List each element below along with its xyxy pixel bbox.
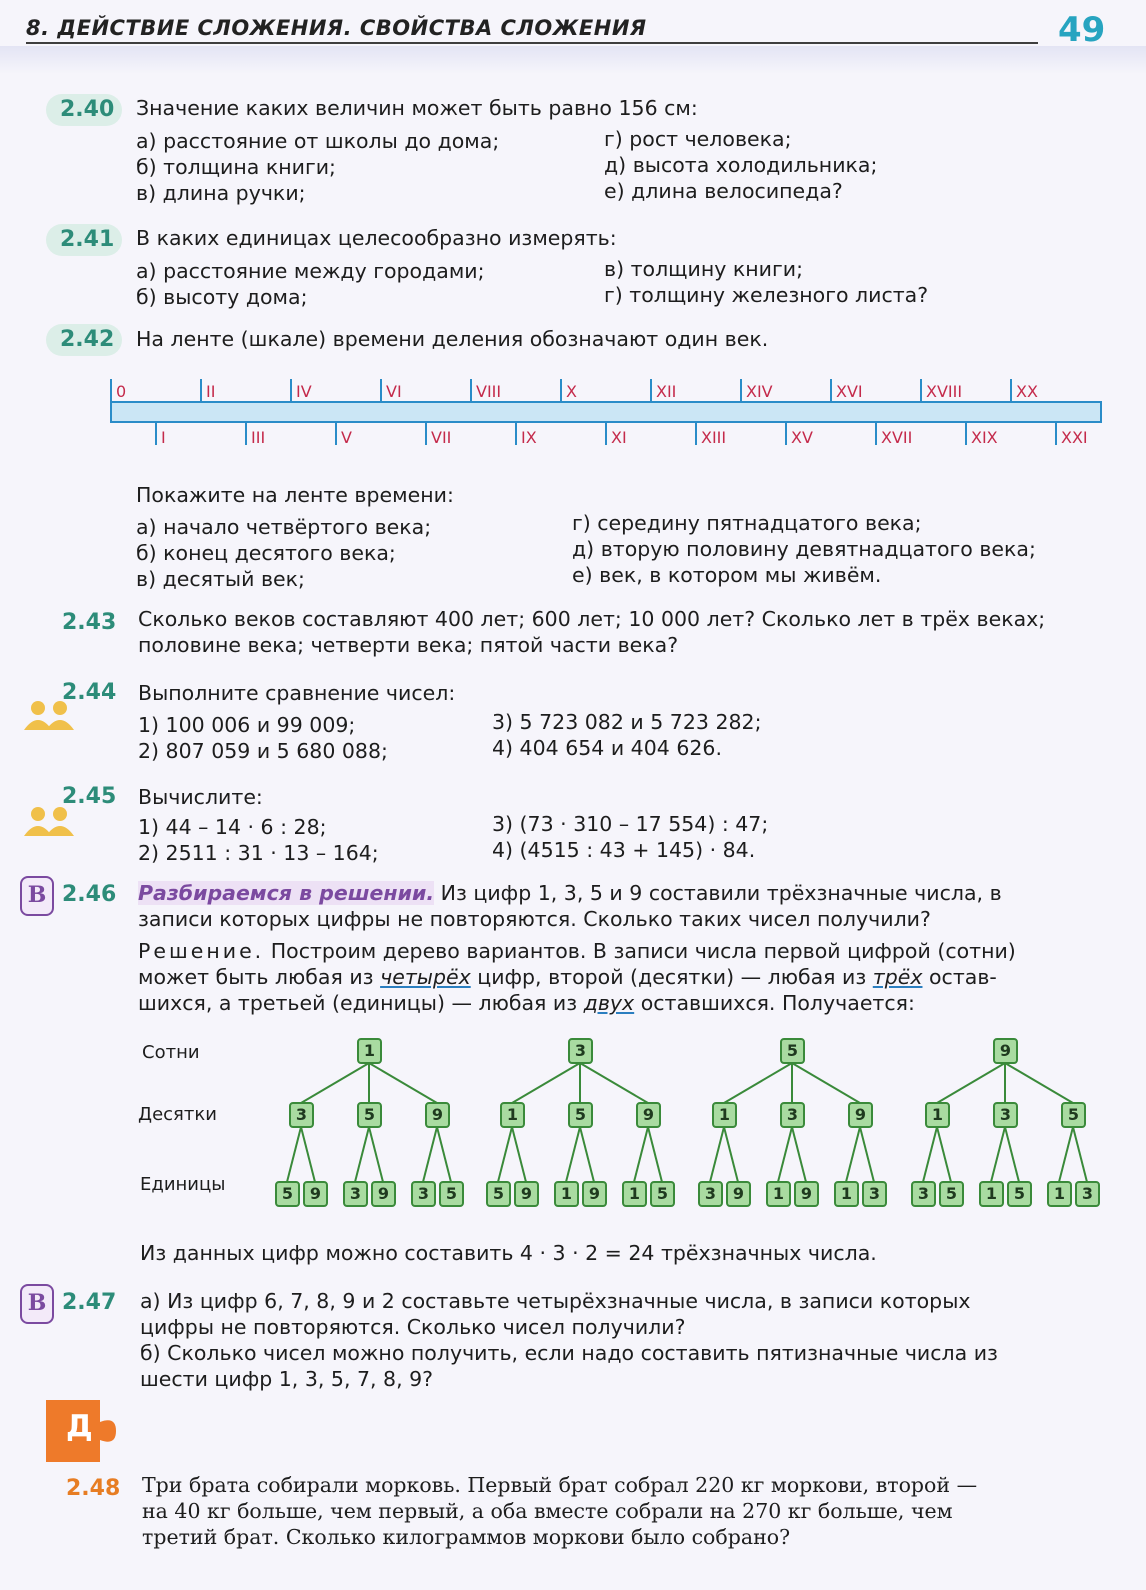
tree-node-units: 5 [1007, 1181, 1032, 1207]
tree-branch [437, 1127, 451, 1182]
exercise-text: записи которых цифры не повторяются. Сколько таких чисел получили? [138, 907, 931, 931]
exercise-subquestion: Покажите на ленте времени: [136, 483, 454, 507]
answer-option: а) расстояние от школы до дома; [136, 129, 500, 153]
tree-node-tens: 5 [1061, 1102, 1086, 1128]
tree-branch [724, 1127, 738, 1182]
exercise-text: на 40 кг больше, чем первый, а оба вместе собрали на 270 кг больше, чем [142, 1499, 953, 1523]
tree-node-tens: 9 [636, 1102, 661, 1128]
answer-option: б) конец десятого века; [136, 541, 396, 565]
tree-branch [423, 1127, 437, 1182]
tape-label-top: II [206, 382, 216, 401]
tree-node-tens: 5 [568, 1102, 593, 1128]
tree-node-units: 1 [766, 1181, 791, 1207]
tree-node-units: 5 [939, 1181, 964, 1207]
tree-branch [923, 1127, 937, 1182]
tape-label-top: XX [1016, 382, 1038, 401]
tape-label-bottom: XXI [1061, 428, 1088, 447]
tree-node-units: 3 [698, 1181, 723, 1207]
answer-option: е) длина велосипеда? [604, 179, 843, 203]
answer-option: 2) 807 059 и 5 680 088; [138, 739, 388, 763]
tree-branch [937, 1127, 951, 1182]
exercise-question: Значение каких величин может быть равно 156 см: [136, 96, 698, 120]
tree-branch [1005, 1063, 1073, 1103]
exercise-level-badge: В [20, 1284, 54, 1324]
exercise-question: Вычислите: [138, 785, 263, 809]
tape-label-bottom: IX [521, 428, 537, 447]
tree-branch [860, 1127, 874, 1182]
exercise-text: Построим дерево вариантов. В записи числа первой цифрой (сотни) [270, 939, 1016, 963]
tree-node-units: 3 [343, 1181, 368, 1207]
page-number: 49 [1058, 10, 1106, 50]
tape-label-top: XII [656, 382, 677, 401]
tree-branch [512, 1127, 526, 1182]
tree-node-hundreds: 3 [568, 1038, 593, 1064]
exercise-text: шести цифр 1, 3, 5, 7, 8, 9? [140, 1367, 434, 1391]
tree-branch [566, 1127, 580, 1182]
tree-node-tens: 9 [425, 1102, 450, 1128]
emphasized-word: четырёх [380, 965, 471, 989]
answer-option: б) толщина книги; [136, 155, 336, 179]
tree-node-units: 9 [371, 1181, 396, 1207]
exercise-number: 2.44 [62, 680, 117, 705]
tree-level-label: Десятки [138, 1104, 217, 1125]
tree-branch [648, 1127, 662, 1182]
tape-label-top: 0 [116, 382, 127, 401]
tree-node-units: 1 [622, 1181, 647, 1207]
exercise-text: Из цифр 1, 3, 5 и 9 составили трёхзначные числа, в [440, 881, 1002, 905]
tree-node-units: 9 [794, 1181, 819, 1207]
tape-label-top: IV [296, 382, 312, 401]
tree-branch [512, 1063, 580, 1103]
tape-label-bottom: XI [611, 428, 627, 447]
tape-label-top: XIV [746, 382, 773, 401]
tree-branch [792, 1127, 806, 1182]
solution-result: Из данных цифр можно составить 4 · 3 · 2 = 24 трёхзначных числа. [140, 1241, 877, 1265]
tree-node-tens: 9 [848, 1102, 873, 1128]
tree-branch [937, 1063, 1005, 1103]
tree-node-units: 5 [439, 1181, 464, 1207]
tree-branch [991, 1127, 1005, 1182]
exercise-number: 2.43 [62, 610, 117, 635]
tape-label-bottom: VII [431, 428, 452, 447]
tape-label-bottom: V [341, 428, 352, 447]
tree-node-units: 3 [862, 1181, 887, 1207]
tree-node-units: 1 [834, 1181, 859, 1207]
exercise-number: 2.47 [62, 1290, 117, 1315]
exercise-text: остав- [929, 965, 997, 989]
tree-node-tens: 5 [357, 1102, 382, 1128]
tree-branch [498, 1127, 512, 1182]
tape-label-top: XVI [836, 382, 863, 401]
tree-node-tens: 1 [925, 1102, 950, 1128]
tree-node-hundreds: 9 [993, 1038, 1018, 1064]
tape-label-bottom: I [161, 428, 166, 447]
exercise-text: а) Из цифр 6, 7, 8, 9 и 2 составьте четырёхзначные числа, в записи которых [140, 1289, 971, 1313]
exercise-number: 2.45 [62, 784, 117, 809]
tree-branch [580, 1063, 648, 1103]
tree-node-tens: 3 [993, 1102, 1018, 1128]
answer-option: г) толщину железного листа? [604, 283, 929, 307]
tape-label-top: VI [386, 382, 402, 401]
tree-level-label: Сотни [142, 1042, 200, 1063]
tape-label-bottom: III [251, 428, 266, 447]
answer-option: б) высоту дома; [136, 285, 308, 309]
answer-option: в) десятый век; [136, 567, 305, 591]
tree-node-units: 5 [275, 1181, 300, 1207]
exercise-number: 2.46 [62, 882, 117, 907]
tree-node-tens: 3 [780, 1102, 805, 1128]
exercise-number: 2.40 [60, 97, 115, 122]
solution-label: Решение. [138, 939, 265, 963]
tape-label-bottom: XV [791, 428, 813, 447]
emphasized-word: двух [583, 991, 635, 1015]
exercise-text: третий брат. Сколько килограммов моркови было собрано? [142, 1525, 791, 1549]
tree-node-units: 9 [726, 1181, 751, 1207]
answer-option: 2) 2511 : 31 · 13 – 164; [138, 841, 379, 865]
tape-label-top: X [566, 382, 577, 401]
answer-option: 4) (4515 : 43 + 145) · 84. [492, 838, 756, 862]
tree-branch [846, 1127, 860, 1182]
exercise-text: Сколько веков составляют 400 лет; 600 лет; 10 000 лет? Сколько лет в трёх веках; [138, 607, 1046, 631]
tree-branch [369, 1063, 437, 1103]
exercise-level-badge: В [20, 876, 54, 916]
section-title: 8. ДЕЙСТВИЕ СЛОЖЕНИЯ. СВОЙСТВА СЛОЖЕНИЯ [26, 16, 647, 40]
answer-option: 3) (73 · 310 – 17 554) : 47; [492, 812, 769, 836]
tree-branch [1005, 1127, 1019, 1182]
answer-option: 3) 5 723 082 и 5 723 282; [492, 710, 762, 734]
exercise-text: Три брата собирали морковь. Первый брат собрал 220 кг моркови, второй — [142, 1473, 978, 1497]
tree-node-units: 1 [554, 1181, 579, 1207]
exercise-text: половине века; четверти века; пятой части века? [138, 633, 679, 657]
answer-option: 1) 100 006 и 99 009; [138, 713, 356, 737]
answer-option: а) начало четвёртого века; [136, 515, 432, 539]
answer-option: 4) 404 654 и 404 626. [492, 736, 722, 760]
tree-branch [355, 1127, 369, 1182]
tree-node-units: 1 [1047, 1181, 1072, 1207]
answer-option: д) вторую половину девятнадцатого века; [572, 537, 1036, 561]
tree-branch [634, 1127, 648, 1182]
exercise-text: цифр, второй (десятки) — любая из [477, 965, 867, 989]
tape-label-bottom: XIII [701, 428, 727, 447]
answer-option: е) век, в котором мы живём. [572, 563, 882, 587]
tree-node-units: 3 [411, 1181, 436, 1207]
tree-branch [1059, 1127, 1073, 1182]
answer-option: г) рост человека; [604, 127, 792, 151]
emphasized-word: трёх [872, 965, 923, 989]
answer-option: 1) 44 – 14 · 6 : 28; [138, 815, 327, 839]
answer-option: в) толщину книги; [604, 257, 803, 281]
tree-node-tens: 3 [289, 1102, 314, 1128]
exercise-text: может быть любая из [138, 965, 374, 989]
answer-option: д) высота холодильника; [604, 153, 878, 177]
tree-branch [724, 1063, 792, 1103]
tree-branch [1073, 1127, 1087, 1182]
exercise-number: 2.41 [60, 227, 115, 252]
exercise-question: В каких единицах целесообразно измерять: [136, 226, 617, 250]
tree-branch [301, 1127, 315, 1182]
tree-node-units: 9 [303, 1181, 328, 1207]
tree-node-tens: 1 [500, 1102, 525, 1128]
exercise-question: На ленте (шкале) времени деления обозначают один век. [136, 327, 769, 351]
tape-label-top: VIII [476, 382, 502, 401]
tree-branch [301, 1063, 369, 1103]
exercise-text: цифры не повторяются. Сколько чисел получили? [140, 1315, 686, 1339]
tree-node-tens: 1 [712, 1102, 737, 1128]
answer-option: в) длина ручки; [136, 181, 306, 205]
tree-branch [287, 1127, 301, 1182]
exercise-text: оставшихся. Получается: [640, 991, 915, 1015]
extra-tasks-label: Д [66, 1409, 93, 1444]
tape-label-bottom: XIX [971, 428, 998, 447]
tree-node-hundreds: 5 [780, 1038, 805, 1064]
tree-node-units: 9 [582, 1181, 607, 1207]
tree-branch [580, 1127, 594, 1182]
tree-node-units: 5 [486, 1181, 511, 1207]
tree-node-hundreds: 1 [357, 1038, 382, 1064]
tree-node-units: 3 [911, 1181, 936, 1207]
tree-branch [710, 1127, 724, 1182]
answer-option: а) расстояние между городами; [136, 259, 485, 283]
exercise-number: 2.48 [66, 1476, 121, 1501]
tape-label-bottom: XVII [881, 428, 913, 447]
tree-node-units: 3 [1075, 1181, 1100, 1207]
exercise-text: б) Сколько чисел можно получить, если надо составить пятизначные числа из [140, 1341, 998, 1365]
answer-option: г) середину пятнадцатого века; [572, 511, 922, 535]
tree-level-label: Единицы [140, 1174, 226, 1195]
exercise-number: 2.42 [60, 327, 115, 352]
solution-heading: Разбираемся в решении. [138, 881, 435, 905]
tree-branch [778, 1127, 792, 1182]
tree-node-units: 9 [514, 1181, 539, 1207]
exercise-question: Выполните сравнение чисел: [138, 681, 456, 705]
tree-branch [792, 1063, 860, 1103]
tree-node-units: 5 [650, 1181, 675, 1207]
tree-branch [369, 1127, 383, 1182]
tree-node-units: 1 [979, 1181, 1004, 1207]
tape-label-top: XVIII [926, 382, 963, 401]
exercise-text: шихся, а третьей (единицы) — любая из [138, 991, 578, 1015]
